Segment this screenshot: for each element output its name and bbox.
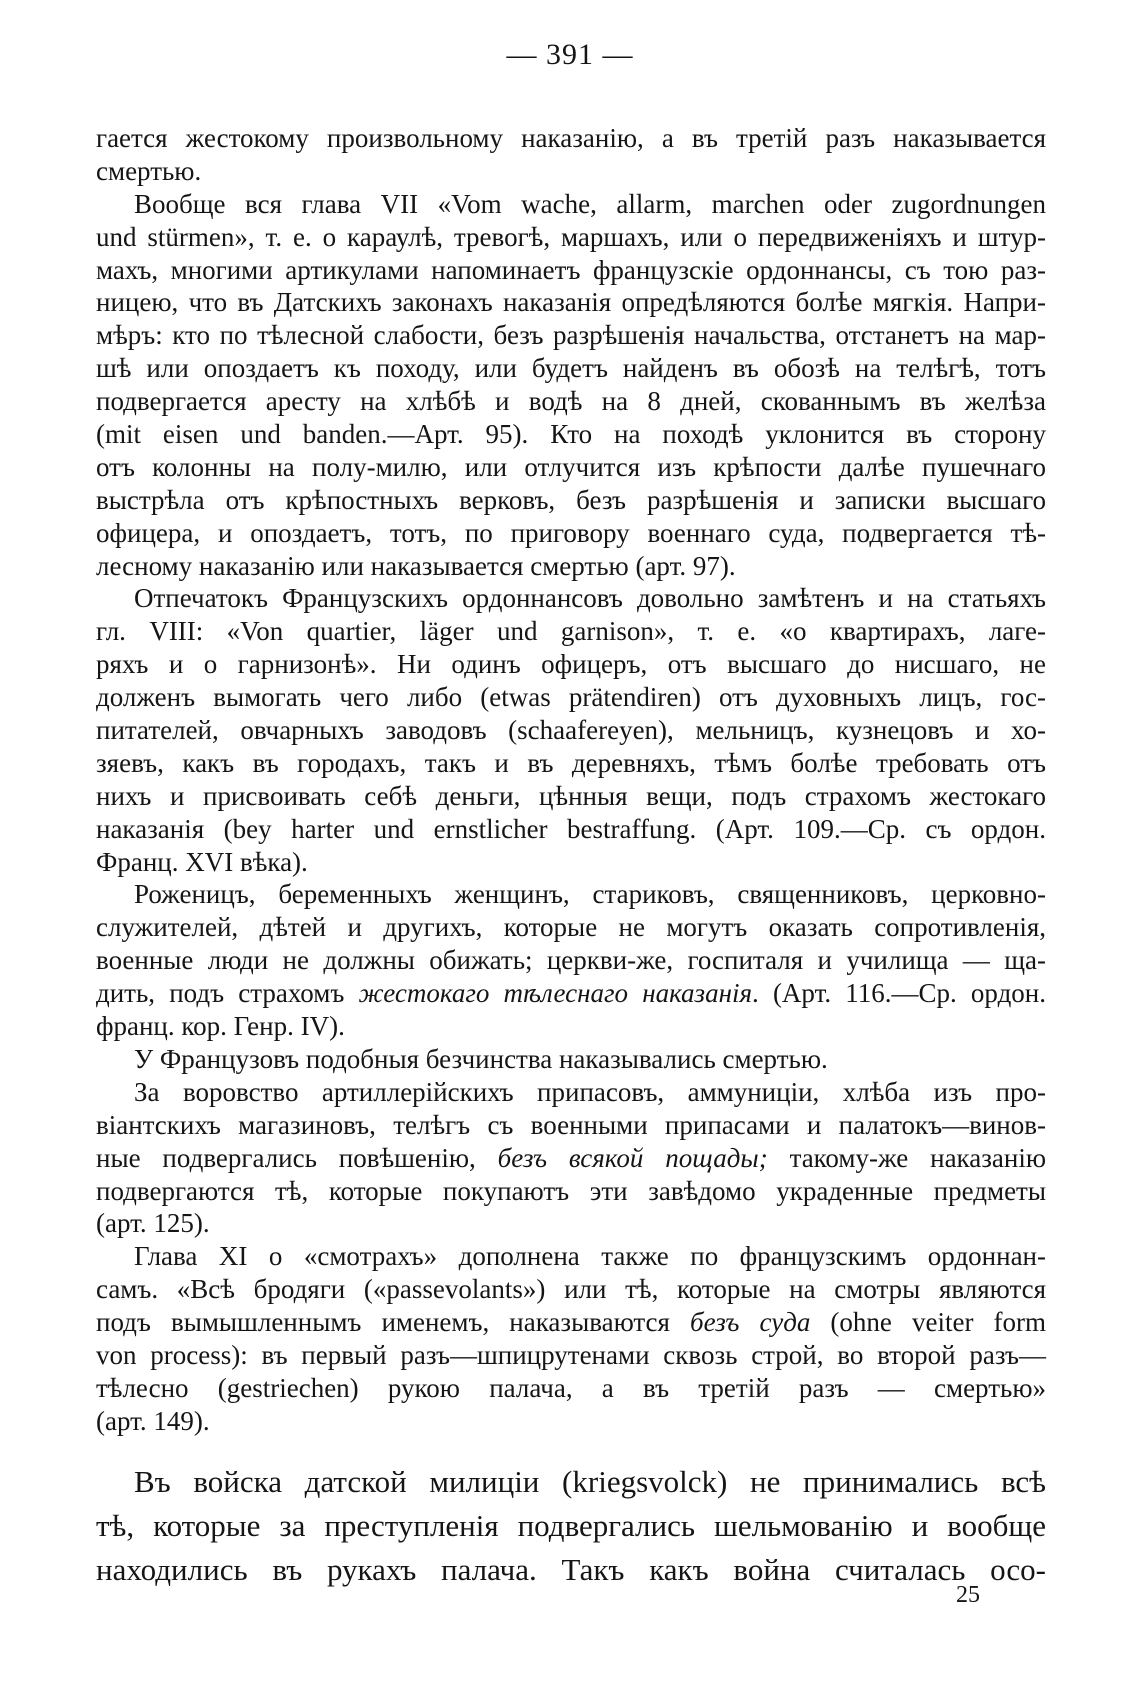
text-line: выстрѣла отъ крѣпостныхъ верковъ, безъ разрѣшенія и записки высшаго [96, 484, 1046, 515]
text-line: самъ. «Всѣ бродяги («passevolants») или тѣ, которые на смотры являются [96, 1274, 1046, 1305]
text-line: подвергаются тѣ, которые покупаютъ эти завѣдомо украденные предметы [96, 1175, 1046, 1206]
main-text [96, 1460, 1046, 1592]
text-line: гается жестокому произвольному наказанію, а въ третій разъ наказывается [96, 123, 1046, 153]
footnote-text [96, 122, 1046, 1438]
text-segment: дить, подъ страхомъ [96, 978, 359, 1009]
text-line: отъ колонны на полу-милю, или отлучится изъ крѣпости далѣе пушечнаго [96, 451, 1046, 482]
text-line: шѣ или опоздаетъ къ походу, или будетъ найденъ въ обозѣ на телѣгѣ, тотъ [96, 353, 1046, 384]
text-segment: такому-же наказанію [767, 1142, 1047, 1173]
text-line: За воровство артиллерійскихъ припасовъ, аммуниціи, хлѣба изъ про- [134, 1076, 1046, 1107]
text-line: У Французовъ подобныя безчинства наказывались смертью. [134, 1043, 828, 1074]
text-line: зяевъ, какъ въ городахъ, такъ и въ деревняхъ, тѣмъ болѣе требовать отъ [96, 747, 1046, 778]
text-line: мѣръ: кто по тѣлесной слабости, безъ разрѣшенія начальства, отстанетъ на мар- [96, 320, 1046, 351]
paragraph [96, 878, 1046, 1042]
text-line: тѣлесно (gestriechen) рукою палача, а въ третій разъ — смертью» [96, 1372, 1046, 1403]
paragraph [96, 1043, 1046, 1076]
text-segment: (ohne veiter form [810, 1307, 1046, 1338]
text-line: ряхъ и о гарнизонѣ». Ни одинъ офицеръ, отъ высшаго до нисшаго, не [96, 649, 1046, 680]
text-line: находились въ рукахъ палача. Такъ какъ война считалась осо- [96, 1552, 1046, 1587]
text-line: und stürmen», т. е. о караулѣ, тревогѣ, маршахъ, или о передвиженіяхъ и штур- [96, 221, 1046, 252]
text-line: питателей, овчарныхъ заводовъ (schaafereyen), мельницъ, кузнецовъ и хо- [96, 715, 1046, 746]
text-line: Глава XI о «смотрахъ» дополнена также по французскимъ ордоннан- [134, 1241, 1046, 1272]
text-line [96, 977, 1046, 1010]
text-line: служителей, дѣтей и другихъ, которые не могутъ оказать сопротивленія, [96, 912, 1046, 943]
text-line: Вообще вся глава VII «Vom wache, allarm, marchen oder zugordnungen [134, 188, 1046, 219]
text-line: (mit eisen und banden.—Арт. 95). Кто на походѣ уклонится въ сторону [96, 419, 1046, 450]
signature-mark: 25 [956, 1582, 980, 1608]
text-line: нихъ и присвоивать себѣ деньги, цѣнныя вещи, подъ страхомъ жестокаго [96, 780, 1046, 811]
text-line: (арт. 149). [96, 1405, 210, 1436]
paragraph [96, 122, 1046, 188]
text-line: гл. VIII: «Von quartier, läger und garnison», т. е. «о квартирахъ, лаге- [96, 616, 1046, 647]
text-line: Въ войска датской милиціи (kriegsvolck) не принимались всѣ [134, 1464, 1046, 1499]
text-line: von process): въ первый разъ—шпицрутенами сквозь строй, во второй разъ— [96, 1339, 1046, 1370]
italic-text: безъ суда [690, 1307, 811, 1338]
text-segment: . (Арт. 116.—Ср. ордон. [752, 978, 1047, 1009]
paragraph [96, 1076, 1046, 1240]
text-line: тѣ, которые за преступленія подвергались шельмованію и вообще [96, 1508, 1046, 1543]
text-line: долженъ вымогать чего либо (etwas prätendiren) отъ духовныхъ лицъ, гос- [96, 682, 1046, 713]
text-line: (арт. 125). [96, 1208, 210, 1239]
text-line: наказанія (bey harter und ernstlicher bestraffung. (Арт. 109.—Ср. съ ордон. [96, 813, 1046, 844]
paragraph [96, 188, 1046, 583]
text-line: военные люди не должны обижать; церкви-же, госпиталя и училища — ща- [96, 945, 1046, 976]
text-line [96, 1306, 1046, 1339]
text-line: франц. кор. Генр. IV). [96, 1011, 345, 1042]
text-line: ницею, что въ Датскихъ законахъ наказанія опредѣляются болѣе мягкія. Напри- [96, 287, 1046, 318]
text-line: смертью. [96, 155, 202, 186]
text-line: подвергается аресту на хлѣбѣ и водѣ на 8 дней, скованнымъ въ желѣза [96, 386, 1046, 417]
text-line: Роженицъ, беременныхъ женщинъ, стариковъ, священниковъ, церковно- [134, 879, 1046, 910]
italic-text: жестокаго тѣлеснаго наказанія [358, 978, 753, 1009]
text-segment: ные подвергались повѣшенію, [96, 1142, 498, 1173]
text-line: Отпечатокъ Французскихъ ордоннансовъ довольно замѣтенъ и на статьяхъ [134, 583, 1046, 614]
paragraph [96, 582, 1046, 878]
text-line: лесному наказанію или наказывается смертью (арт. 97). [96, 550, 736, 581]
page-number: — 391 — [506, 38, 634, 71]
text-line: офицера, и опоздаетъ, тотъ, по приговору военнаго суда, подвергается тѣ- [96, 517, 1046, 548]
text-segment: подъ вымышленнымъ именемъ, наказываются [96, 1307, 691, 1338]
italic-text: безъ всякой пощады; [497, 1142, 768, 1173]
paragraph [96, 1240, 1046, 1437]
text-line: Франц. XVI вѣка). [96, 846, 308, 877]
text-line: махъ, многими артикулами напоминаетъ французскіе ордоннансы, съ тою раз- [96, 254, 1046, 285]
text-line [96, 1142, 1046, 1175]
text-line: віантскихъ магазиновъ, телѣгъ съ военными припасами и палатокъ—винов- [96, 1109, 1046, 1140]
